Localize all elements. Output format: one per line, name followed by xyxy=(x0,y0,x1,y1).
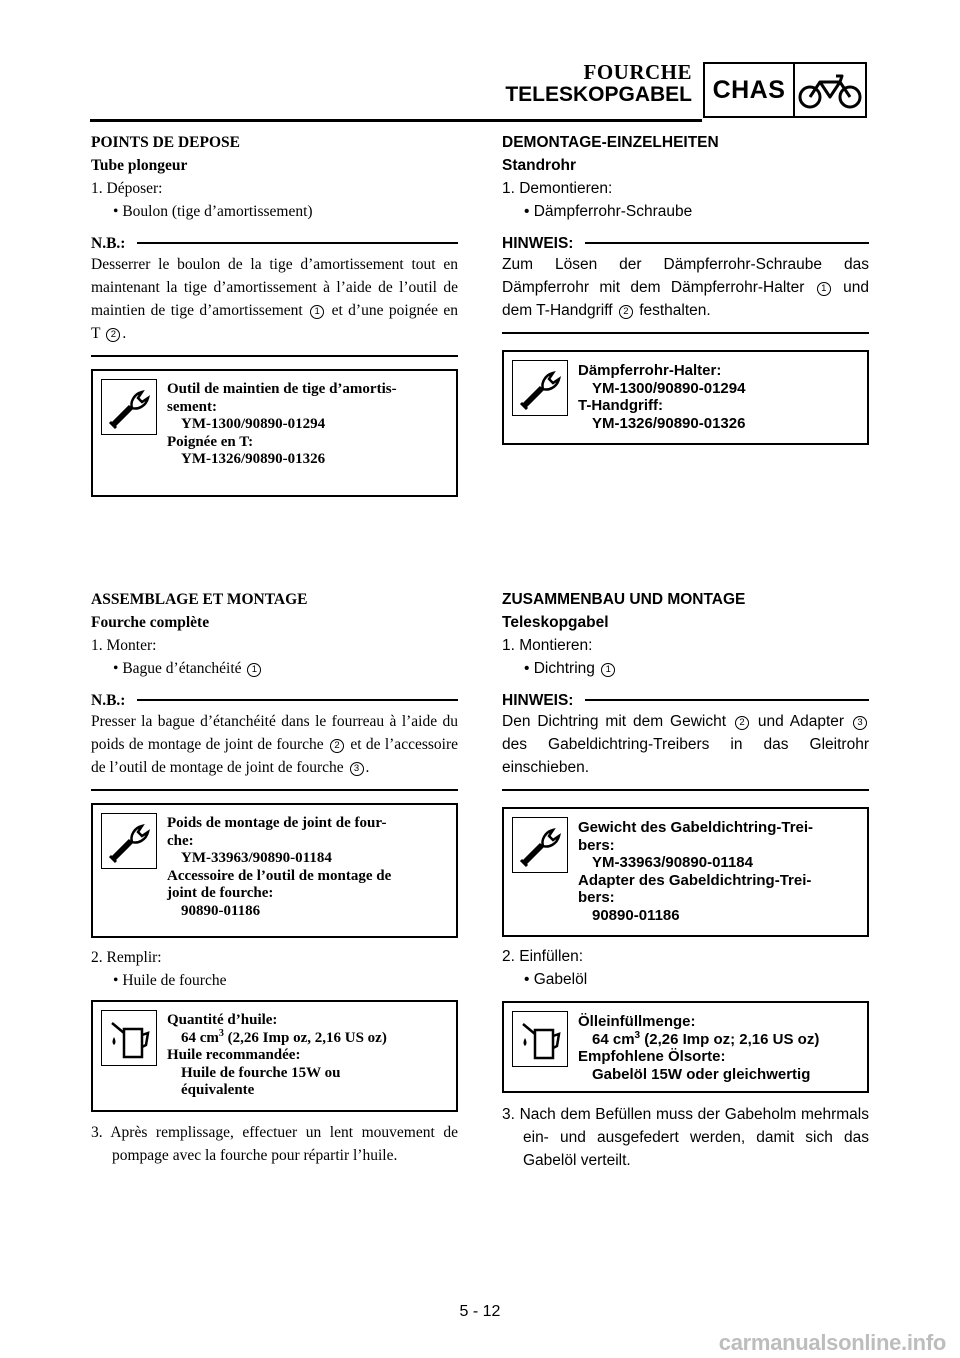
de-assembly-bullet-1 xyxy=(502,657,869,680)
fr-note-text xyxy=(91,253,458,345)
fr-assembly-bullet-1 xyxy=(91,657,458,680)
fr-assembly-note-text-c: . xyxy=(365,759,370,776)
fr-assembly-note-label-text: N.B.: xyxy=(91,691,126,709)
de-assembly-section xyxy=(502,588,869,1172)
fr-step-1: 1. Déposer: xyxy=(91,180,163,197)
wrench-tool-icon xyxy=(101,813,157,869)
fr-assembly-tool-line-4: Accessoire de l’outil de montage de xyxy=(167,867,392,884)
fr-assembly-bullet-2: • Huile de fourche xyxy=(91,969,458,992)
de-assembly-note-text-b: und Adapter xyxy=(757,713,845,730)
fr-tool-text xyxy=(167,381,450,469)
oil-can-icon xyxy=(512,1011,568,1067)
de-removal-heading: DEMONTAGE-EINZELHEITEN xyxy=(502,134,719,151)
de-oil-line-2b: (2,26 Imp oz; 2,16 US oz) xyxy=(640,1030,820,1048)
wrench-tool-icon xyxy=(512,360,568,416)
de-assembly-note-rule xyxy=(585,699,869,701)
fr-assembly-step-3: 3. Après remplissage, effectuer un lent mouvement de pompage avec la fourche pour répartir l’huile. xyxy=(91,1124,458,1164)
fr-tool-line-5: YM-1326/90890-01326 xyxy=(181,451,326,467)
de-assembly-note-text-a: Den Dichtring mit dem Gewicht xyxy=(502,713,727,730)
section-badge xyxy=(703,62,867,118)
ref-number-1: 1 xyxy=(817,282,831,296)
ref-number-2: 2 xyxy=(735,716,749,730)
de-assembly-note-text-c: des Gabeldichtring-Treibers in das Gleitrohr einschieben. xyxy=(502,736,869,776)
fr-note-label xyxy=(91,233,458,253)
watermark: carmanualsonline.info xyxy=(718,1330,946,1355)
ref-number-1: 1 xyxy=(601,663,615,677)
de-oil-text xyxy=(578,1013,861,1083)
de-assembly-note-end-rule xyxy=(502,789,869,791)
de-note-text-a: Zum Lösen der Dämpferrohr-Schraube das Dämpferrohr mit dem Dämpferrohr-Halter xyxy=(502,256,869,296)
fr-tool-line-3: YM-1300/90890-01294 xyxy=(181,416,326,432)
de-assembly-tool-line-4: Adapter des Gabeldichtring-Trei- xyxy=(578,871,812,889)
de-tool-text xyxy=(578,362,861,432)
fr-oil-line-2-sup: 3 xyxy=(218,1027,224,1039)
fr-oil-line-2a: 64 cm xyxy=(181,1029,219,1046)
de-assembly-note-text xyxy=(502,710,869,779)
fr-assembly-tool-line-5: joint de fourche: xyxy=(167,885,274,901)
fr-oil-line-1: Quantité d’huile: xyxy=(167,1012,278,1028)
header-title-de: TELESKOPGABEL xyxy=(505,83,692,106)
fr-assembly-tool-line-1: Poids de montage de joint de four- xyxy=(167,815,387,831)
de-note-label xyxy=(502,233,869,253)
fr-tool-line-4: Poignée en T: xyxy=(167,433,254,450)
de-oil-line-4: Gabelöl 15W oder gleichwertig xyxy=(592,1065,811,1083)
fr-assembly-bullet-1-text: Bague d’étanchéité xyxy=(122,660,242,677)
header-rule xyxy=(90,119,702,122)
de-assembly-note-label xyxy=(502,690,869,710)
header-title-fr: FOURCHE xyxy=(583,60,692,84)
de-oil-box xyxy=(502,1001,869,1093)
fr-oil-line-2b: (2,26 Imp oz, 2,16 US oz) xyxy=(223,1029,387,1046)
fr-tool-line-1: Outil de maintien de tige d’amortis- xyxy=(167,381,397,397)
de-assembly-tool-line-6: 90890-01186 xyxy=(592,906,680,924)
de-bullet-1: • Dämpferrohr-Schraube xyxy=(502,200,869,223)
ref-number-1: 1 xyxy=(310,305,324,319)
fr-oil-box xyxy=(91,1000,458,1112)
de-note-text xyxy=(502,253,869,322)
section-code: CHAS xyxy=(705,64,795,116)
ref-number-3: 3 xyxy=(853,716,867,730)
de-assembly-bullet-2: • Gabelöl xyxy=(502,968,869,991)
de-note-text-c: festhalten. xyxy=(639,302,711,319)
fr-assembly-heading: ASSEMBLAGE ET MONTAGE xyxy=(91,591,308,608)
de-oil-line-2a: 64 cm xyxy=(592,1030,635,1048)
de-assembly-bullet-1-text: Dichtring xyxy=(533,660,595,677)
fr-note-text-b: et d’une poignée en T xyxy=(91,302,459,342)
de-note-rule xyxy=(585,242,869,244)
fr-note-rule xyxy=(137,242,458,244)
de-note-end-rule xyxy=(502,332,869,334)
de-oil-line-1: Ölleinfüllmenge: xyxy=(578,1013,696,1030)
fr-tool-box xyxy=(91,369,458,497)
de-oil-line-2-sup: 3 xyxy=(634,1029,641,1041)
fr-removal-heading: POINTS DE DEPOSE xyxy=(91,134,241,151)
motorcycle-icon xyxy=(795,64,865,116)
ref-number-2: 2 xyxy=(106,328,120,342)
de-assembly-tool-line-5: bers: xyxy=(578,889,615,906)
de-note-text-b: und dem T-Handgriff xyxy=(502,279,869,319)
de-assembly-tool-text xyxy=(578,819,861,924)
fr-assembly-step-1: 1. Monter: xyxy=(91,637,157,654)
fr-oil-line-5: équivalente xyxy=(181,1082,255,1098)
fr-assembly-note-label xyxy=(91,690,458,710)
ref-number-3: 3 xyxy=(350,762,364,776)
de-step-1: 1. Demontieren: xyxy=(502,180,613,197)
fr-bullet-1: • Boulon (tige d’amortissement) xyxy=(91,200,458,223)
fr-note-label-text: N.B.: xyxy=(91,234,126,252)
de-assembly-tool-line-3: YM-33963/90890-01184 xyxy=(592,854,753,871)
de-removal-section xyxy=(502,131,869,445)
oil-can-icon xyxy=(101,1010,157,1066)
de-tool-line-3: T-Handgriff: xyxy=(578,397,663,414)
fr-assembly-tool-line-6: 90890-01186 xyxy=(181,902,261,919)
fr-assembly-section xyxy=(91,588,458,1167)
fr-removal-section xyxy=(91,131,458,497)
fr-assembly-note-rule xyxy=(137,699,458,701)
de-assembly-tool-box xyxy=(502,807,869,937)
fr-oil-text xyxy=(167,1012,450,1100)
de-assembly-tool-line-2: bers: xyxy=(578,836,615,854)
fr-oil-line-2 xyxy=(167,1027,450,1048)
de-oil-line-3: Empfohlene Ölsorte: xyxy=(578,1048,726,1065)
ref-number-1: 1 xyxy=(247,663,261,677)
wrench-tool-icon xyxy=(512,817,568,873)
de-assembly-tool-line-1: Gewicht des Gabeldichtring-Trei- xyxy=(578,819,814,836)
de-tool-box xyxy=(502,350,869,445)
page-number: 5 - 12 xyxy=(459,1303,501,1320)
de-assembly-step-3: 3. Nach dem Befüllen muss der Gabeholm mehrmals ein- und ausgefedert werden, damit sich das Gabelöl verteilt. xyxy=(502,1106,869,1169)
fr-note-end-rule xyxy=(91,355,458,357)
fr-assembly-tool-text xyxy=(167,815,450,920)
fr-assembly-note-end-rule xyxy=(91,789,458,791)
fr-assembly-tool-box xyxy=(91,803,458,938)
de-assembly-subheading: Teleskopgabel xyxy=(502,614,609,631)
wrench-tool-icon xyxy=(101,379,157,435)
de-assembly-heading: ZUSAMMENBAU UND MONTAGE xyxy=(502,591,746,608)
fr-oil-line-4: Huile de fourche 15W ou xyxy=(181,1064,341,1081)
fr-tool-line-2: sement: xyxy=(167,398,217,415)
de-oil-line-2 xyxy=(578,1031,861,1049)
fr-assembly-tool-line-2: che: xyxy=(167,832,194,849)
fr-assembly-subheading: Fourche complète xyxy=(91,614,210,631)
de-assembly-step-2: 2. Einfüllen: xyxy=(502,948,583,965)
de-tool-line-2: YM-1300/90890-01294 xyxy=(592,379,746,397)
de-removal-subheading: Standrohr xyxy=(502,157,577,174)
fr-assembly-note-text-b: et de l’accessoire de l’outil de montage de joint de fourche xyxy=(91,736,458,776)
fr-note-text-a: Desserrer le boulon de la tige d’amortissement tout en maintenant la tige d’amortissement à l’aide de l’outil de maintien de tige d’amortissement xyxy=(91,256,458,319)
de-tool-line-1: Dämpferrohr-Halter: xyxy=(578,362,722,379)
fr-note-text-c: . xyxy=(122,325,127,342)
fr-removal-subheading: Tube plongeur xyxy=(91,157,188,174)
fr-assembly-note-text xyxy=(91,710,458,779)
de-assembly-step-1: 1. Montieren: xyxy=(502,637,593,654)
de-assembly-note-label-text: HINWEIS: xyxy=(502,691,574,709)
ref-number-2: 2 xyxy=(619,305,633,319)
de-note-label-text: HINWEIS: xyxy=(502,234,574,252)
fr-assembly-tool-line-3: YM-33963/90890-01184 xyxy=(181,850,332,866)
ref-number-2: 2 xyxy=(330,739,344,753)
fr-assembly-step-2: 2. Remplir: xyxy=(91,949,162,966)
de-tool-line-4: YM-1326/90890-01326 xyxy=(592,414,746,432)
fr-assembly-note-text-a: Presser la bague d’étanchéité dans le fourreau à l’aide du poids de montage de joint de fourche xyxy=(91,713,458,753)
fr-oil-line-3: Huile recommandée: xyxy=(167,1047,301,1063)
